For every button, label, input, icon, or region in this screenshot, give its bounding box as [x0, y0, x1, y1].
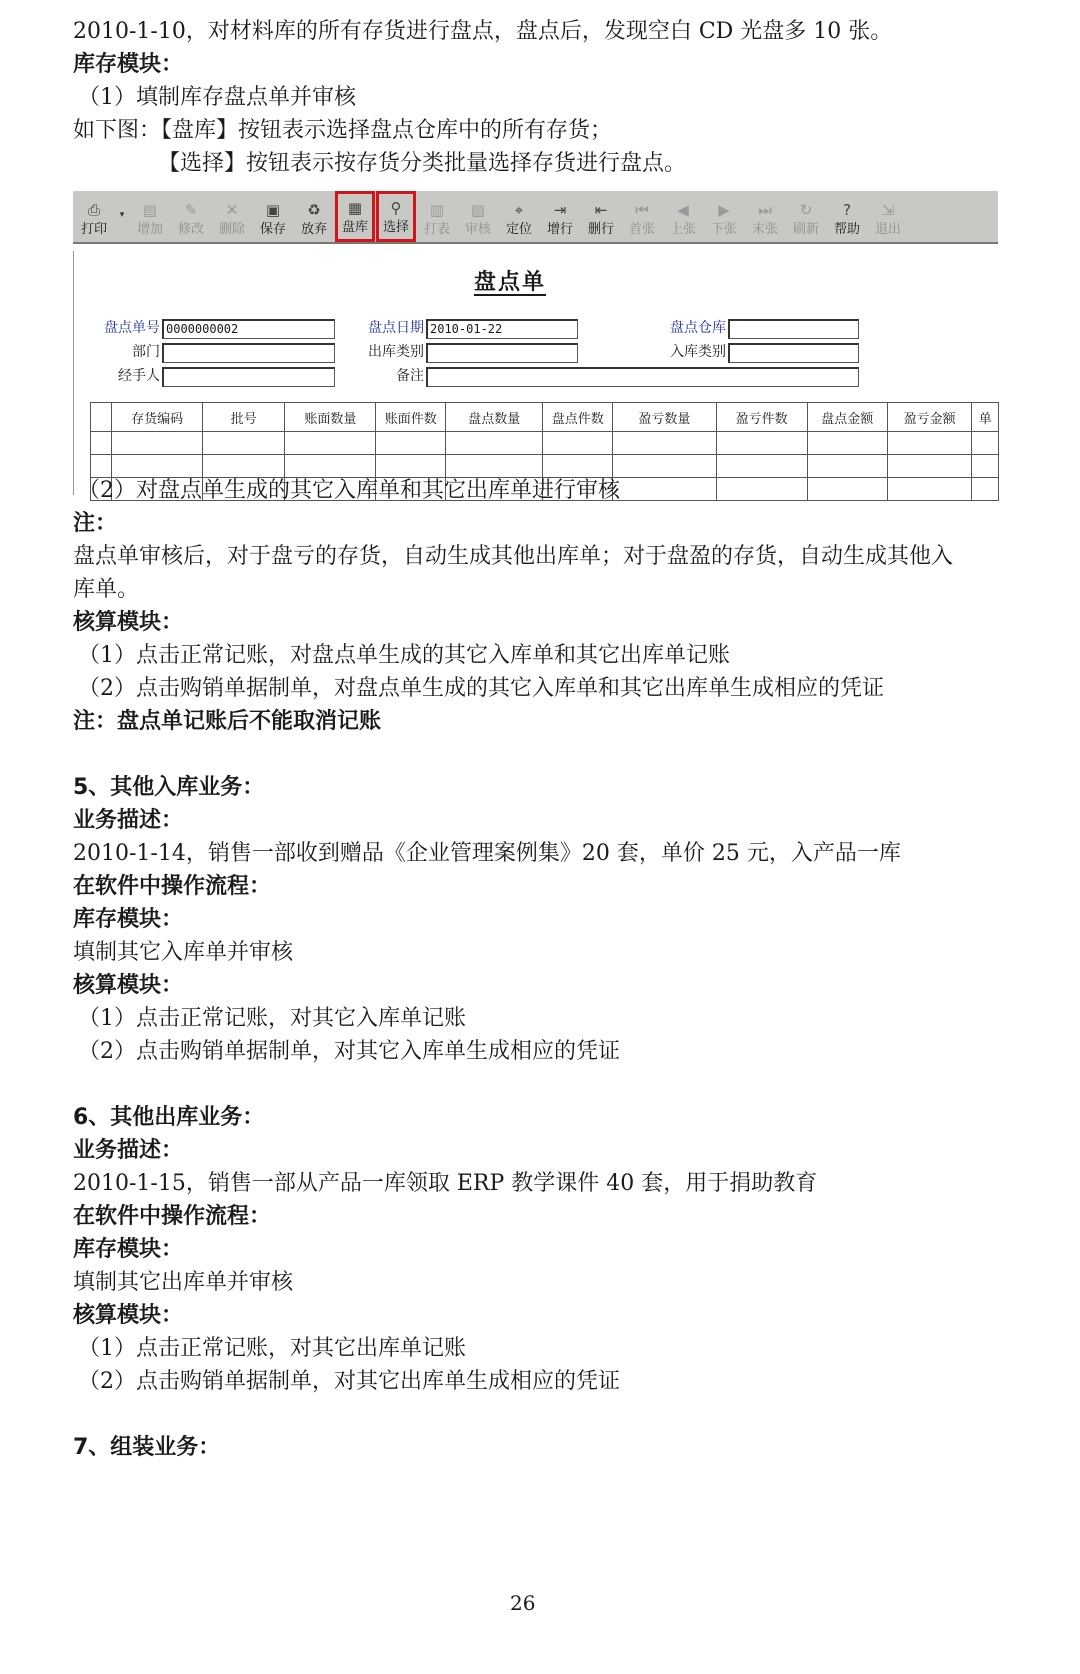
sub-heading: 库存模块： [73, 1237, 184, 1262]
remark-label: 备注 [396, 368, 424, 384]
toolbar-button-label: 打印 [80, 222, 107, 237]
grid-cell[interactable] [91, 455, 112, 478]
grid-cell[interactable] [285, 432, 376, 455]
toolbar-button-delete[interactable] [212, 191, 252, 242]
grid-column-header: 账面件数 [376, 403, 446, 432]
text-line: 【选择】按钮表示按存货分类批量选择存货进行盘点。 [158, 151, 687, 176]
toolbar-button-previous[interactable] [663, 191, 703, 242]
grid-column-header: 盘点金额 [807, 403, 887, 432]
warehouse-field[interactable] [728, 319, 859, 339]
grid-cell[interactable] [112, 455, 203, 478]
last-icon: ⏭ [758, 201, 772, 219]
toolbar-button-save[interactable] [253, 191, 293, 242]
note-line: 注：盘点单记账后不能取消记账 [73, 709, 382, 734]
text-line: 2010-1-15，销售一部从产品一库领取 ERP 教学课件 40 套，用于捐助教育 [73, 1171, 818, 1196]
text-line: 盘点单审核后，对于盘亏的存货，自动生成其他出库单；对于盘盈的存货，自动生成其他入 [73, 544, 954, 569]
text-line: 填制其它出库单并审核 [73, 1270, 294, 1295]
toolbar-button-exit[interactable] [868, 191, 908, 242]
sub-heading: 库存模块： [73, 907, 184, 932]
grid-column-header [91, 403, 112, 432]
printer-icon: ⎙ [87, 201, 100, 219]
toolbar-button-magnifier[interactable] [376, 191, 416, 242]
toolbar-button-add-row[interactable] [540, 191, 580, 242]
toolbar-button-printer[interactable] [74, 191, 114, 242]
grid-cell[interactable] [716, 478, 807, 501]
grid-cell[interactable] [716, 432, 807, 455]
grid-cell[interactable] [446, 432, 543, 455]
delete-icon: ✕ [225, 201, 239, 219]
sub-heading: 核算模块： [73, 1303, 184, 1328]
grid-column-header: 单 [972, 403, 999, 432]
toolbar-button-label: 上张 [669, 222, 696, 237]
handler-field[interactable] [162, 367, 335, 387]
dept-field[interactable] [162, 343, 335, 363]
in-type-label: 入库类别 [670, 344, 726, 360]
toolbar-button-delete-row[interactable] [581, 191, 621, 242]
toolbar-button-first[interactable] [622, 191, 662, 242]
toolbar-button-label: 盘库 [341, 220, 368, 235]
software-screenshot [73, 191, 998, 495]
toolbar-button-add[interactable] [130, 191, 170, 242]
section-heading: 5、其他入库业务： [73, 775, 265, 800]
toolbar-button-label: 删除 [218, 222, 245, 237]
next-icon: ▶ [718, 201, 730, 219]
text-line: （1）填制库存盘点单并审核 [78, 85, 356, 110]
form-title: 盘点单 [473, 270, 546, 295]
grid-cell[interactable] [376, 455, 446, 478]
toolbar-button-label: 选择 [382, 220, 409, 235]
sub-heading: 在软件中操作流程： [73, 1204, 272, 1229]
print-dropdown-icon[interactable]: ▾ [119, 210, 125, 220]
magnifier-icon: ⚲ [390, 199, 402, 217]
refresh-icon: ↻ [799, 201, 813, 219]
toolbar-button-refresh[interactable] [786, 191, 826, 242]
edit-icon: ✎ [184, 201, 198, 219]
approve-icon: ▨ [470, 201, 486, 219]
section-heading: 核算模块： [73, 610, 184, 635]
toolbar-button-label: 定位 [505, 222, 532, 237]
sub-heading: 在软件中操作流程： [73, 874, 272, 899]
out-type-field[interactable] [426, 343, 578, 363]
toolbar-button-last[interactable] [745, 191, 785, 242]
text-line: （2）点击购销单据制单，对其它入库单生成相应的凭证 [78, 1039, 620, 1064]
date-label: 盘点日期 [368, 320, 424, 336]
dept-label: 部门 [132, 344, 160, 360]
grid-column-header: 盈亏金额 [887, 403, 972, 432]
grid-column-header: 盈亏件数 [716, 403, 807, 432]
text-line: 2010-1-10，对材料库的所有存货进行盘点，盘点后，发现空白 CD 光盘多 10 张。 [73, 19, 893, 44]
page-number: 26 [510, 1591, 536, 1615]
toolbar-button-label: 打表 [423, 222, 450, 237]
grid-cell[interactable] [887, 478, 972, 501]
text-line: 2010-1-14，销售一部收到赠品《企业管理案例集》20 套，单价 25 元，入产品一库 [73, 841, 901, 866]
text-line: （2）点击购销单据制单，对盘点单生成的其它入库单和其它出库单生成相应的凭证 [78, 676, 884, 701]
doc-no-label: 盘点单号 [104, 320, 160, 336]
exit-icon: ⇲ [881, 201, 895, 219]
toolbar-button-label: 末张 [751, 222, 778, 237]
section-heading: 7、组装业务： [73, 1435, 221, 1460]
grid-cell[interactable] [543, 432, 613, 455]
text-line: （1）点击正常记账，对其它入库单记账 [78, 1006, 466, 1031]
grid-cell[interactable] [887, 432, 972, 455]
add-row-icon: ⇥ [553, 201, 567, 219]
grid-cell[interactable] [972, 455, 999, 478]
doc-no-field[interactable]: 0000000002 [162, 319, 335, 339]
text-line: （1）点击正常记账，对其它出库单记账 [78, 1336, 466, 1361]
toolbar-button-discard[interactable] [294, 191, 334, 242]
text-line: 库单。 [73, 577, 140, 602]
table-row[interactable] [91, 432, 999, 455]
locate-icon: ⌖ [514, 201, 524, 219]
toolbar-button-edit[interactable] [171, 191, 211, 242]
in-type-field[interactable] [728, 343, 859, 363]
grid-cell[interactable] [203, 455, 285, 478]
out-type-label: 出库类别 [368, 344, 424, 360]
toolbar-button-label: 修改 [177, 222, 204, 237]
add-icon: ▤ [142, 201, 158, 219]
toolbar-button-label: 刷新 [792, 222, 819, 237]
toolbar-button-label: 增行 [546, 222, 573, 237]
grid-cell[interactable] [285, 455, 376, 478]
delete-row-icon: ⇤ [594, 201, 608, 219]
grid-column-header: 批号 [203, 403, 285, 432]
help-icon: ? [843, 201, 851, 219]
grid-cell[interactable] [972, 432, 999, 455]
previous-icon: ◀ [677, 201, 689, 219]
toolbar-button-next[interactable] [704, 191, 744, 242]
toolbar-button-label: 删行 [587, 222, 614, 237]
table-icon: ▥ [429, 201, 445, 219]
first-icon: ⏮ [635, 201, 649, 219]
stocktake-form [73, 251, 998, 495]
grid-cell[interactable] [543, 455, 613, 478]
toolbar-button-label: 帮助 [833, 222, 860, 237]
handler-label: 经手人 [118, 368, 160, 384]
grid-column-header: 盘点件数 [543, 403, 613, 432]
grid-cell[interactable] [613, 478, 717, 501]
note-heading: 注： [73, 511, 118, 536]
toolbar-button-locate[interactable] [499, 191, 539, 242]
remark-field[interactable] [426, 367, 859, 387]
grid-cell[interactable] [716, 455, 807, 478]
section-heading: 6、其他出库业务： [73, 1105, 265, 1130]
toolbar-button-label: 首张 [628, 222, 655, 237]
grid-column-header: 账面数量 [285, 403, 376, 432]
text-line: （2）对盘点单生成的其它入库单和其它出库单进行审核 [78, 478, 620, 503]
table-row[interactable] [91, 455, 999, 478]
grid-cell[interactable] [887, 455, 972, 478]
toolbar-button-label: 放弃 [300, 222, 327, 237]
toolbar-button-label: 下张 [710, 222, 737, 237]
text-line: （1）点击正常记账，对盘点单生成的其它入库单和其它出库单记账 [78, 643, 730, 668]
date-field[interactable]: 2010-01-22 [426, 319, 578, 339]
grid-column-header: 盘点数量 [446, 403, 543, 432]
toolbar-button-label: 增加 [136, 222, 163, 237]
grid-cell[interactable] [807, 478, 887, 501]
toolbar-button-table[interactable] [417, 191, 457, 242]
discard-icon: ♻ [307, 201, 321, 219]
grid-cell[interactable] [972, 478, 999, 501]
toolbar-button-label: 保存 [259, 222, 286, 237]
grid-cell[interactable] [112, 432, 203, 455]
grid-cell[interactable] [446, 455, 543, 478]
sub-heading: 业务描述： [73, 808, 184, 833]
grid-cell[interactable] [376, 432, 446, 455]
sub-heading: 业务描述： [73, 1138, 184, 1163]
grid-cell[interactable] [807, 432, 887, 455]
grid-cell[interactable] [807, 455, 887, 478]
toolbar-button-label: 退出 [874, 222, 901, 237]
grid-column-header: 盈亏数量 [613, 403, 717, 432]
toolbar [73, 191, 998, 244]
grid-column-header: 存货编码 [112, 403, 203, 432]
sub-heading: 核算模块： [73, 973, 184, 998]
text-line: 如下图：【盘库】按钮表示选择盘点仓库中的所有存货； [73, 118, 613, 143]
grid-cell[interactable] [613, 455, 717, 478]
grid-cell[interactable] [91, 432, 112, 455]
stocktake-icon: ▦ [347, 199, 363, 217]
text-line: （2）点击购销单据制单，对其它出库单生成相应的凭证 [78, 1369, 620, 1394]
save-icon: ▣ [265, 201, 281, 219]
section-heading: 库存模块： [73, 52, 184, 77]
toolbar-button-approve[interactable] [458, 191, 498, 242]
warehouse-label: 盘点仓库 [670, 320, 726, 336]
toolbar-button-stocktake[interactable] [335, 191, 375, 242]
toolbar-button-label: 审核 [464, 222, 491, 237]
text-line: 填制其它入库单并审核 [73, 940, 294, 965]
toolbar-button-help[interactable] [827, 191, 867, 242]
grid-cell[interactable] [613, 432, 717, 455]
grid-cell[interactable] [203, 432, 285, 455]
